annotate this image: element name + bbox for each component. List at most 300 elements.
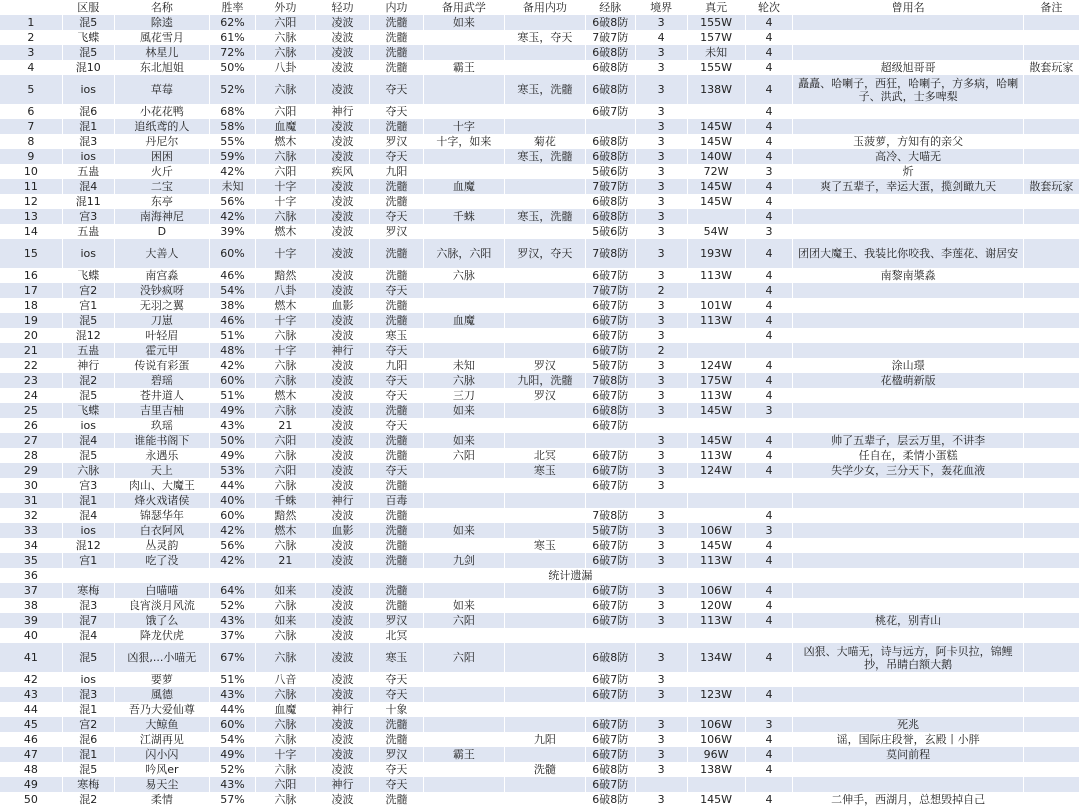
alt-martial-cell[interactable] xyxy=(423,732,504,747)
alt-martial-cell[interactable]: 六阳 xyxy=(423,613,504,628)
winrate-cell[interactable]: 57% xyxy=(210,792,256,807)
outer-skill-cell[interactable]: 六脉 xyxy=(255,598,315,613)
meridian-cell[interactable]: 6破8防 xyxy=(585,45,635,60)
merged-note-cell[interactable]: 统计遗漏 xyxy=(62,568,1079,583)
light-skill-cell[interactable]: 凌波 xyxy=(315,373,369,388)
alt-inner-cell[interactable]: 北冥 xyxy=(504,448,585,463)
aliases-cell[interactable] xyxy=(793,298,1023,313)
zhenyuan-cell[interactable]: 145W xyxy=(687,433,745,448)
round-cell[interactable]: 4 xyxy=(745,149,793,164)
row-number-cell[interactable]: 48 xyxy=(0,762,62,777)
inner-skill-cell[interactable]: 夺天 xyxy=(369,687,423,702)
outer-skill-cell[interactable]: 六脉 xyxy=(255,762,315,777)
meridian-cell[interactable]: 6破8防 xyxy=(585,792,635,807)
light-skill-cell[interactable]: 凌波 xyxy=(315,60,369,75)
winrate-cell[interactable]: 51% xyxy=(210,328,256,343)
name-cell[interactable]: 烽火戏诸侯 xyxy=(114,493,209,508)
note-cell[interactable] xyxy=(1023,478,1079,493)
realm-cell[interactable]: 3 xyxy=(635,732,687,747)
meridian-cell[interactable]: 7破8防 xyxy=(585,508,635,523)
inner-skill-cell[interactable]: 洗髓 xyxy=(369,194,423,209)
aliases-cell[interactable] xyxy=(793,343,1023,358)
light-skill-cell[interactable]: 凌波 xyxy=(315,283,369,298)
row-number-cell[interactable]: 9 xyxy=(0,149,62,164)
note-cell[interactable] xyxy=(1023,553,1079,568)
round-cell[interactable]: 4 xyxy=(745,373,793,388)
winrate-cell[interactable]: 64% xyxy=(210,583,256,598)
winrate-cell[interactable]: 49% xyxy=(210,403,256,418)
note-cell[interactable] xyxy=(1023,762,1079,777)
row-number-cell[interactable]: 42 xyxy=(0,672,62,687)
winrate-cell[interactable]: 60% xyxy=(210,508,256,523)
realm-cell[interactable]: 3 xyxy=(635,60,687,75)
alt-martial-cell[interactable] xyxy=(423,30,504,45)
meridian-cell[interactable]: 6破7防 xyxy=(585,732,635,747)
name-cell[interactable]: 吉里吉柚 xyxy=(114,403,209,418)
aliases-cell[interactable] xyxy=(793,119,1023,134)
inner-skill-cell[interactable]: 洗髓 xyxy=(369,717,423,732)
realm-cell[interactable]: 3 xyxy=(635,134,687,149)
light-skill-cell[interactable]: 凌波 xyxy=(315,30,369,45)
alt-inner-cell[interactable] xyxy=(504,418,585,433)
server-cell[interactable]: 宫1 xyxy=(62,298,114,313)
aliases-cell[interactable]: 谣，国际庄段誉，玄殿丨小胖 xyxy=(793,732,1023,747)
meridian-cell[interactable]: 6破7防 xyxy=(585,717,635,732)
round-cell[interactable]: 4 xyxy=(745,298,793,313)
zhenyuan-cell[interactable]: 120W xyxy=(687,598,745,613)
name-cell[interactable]: 草莓 xyxy=(114,75,209,104)
note-cell[interactable] xyxy=(1023,687,1079,702)
alt-martial-cell[interactable]: 霸王 xyxy=(423,60,504,75)
server-cell[interactable]: 宫3 xyxy=(62,478,114,493)
alt-martial-cell[interactable]: 如来 xyxy=(423,433,504,448)
alt-inner-cell[interactable] xyxy=(504,104,585,119)
alt-martial-cell[interactable] xyxy=(423,478,504,493)
round-cell[interactable]: 4 xyxy=(745,598,793,613)
inner-skill-cell[interactable]: 洗髓 xyxy=(369,792,423,807)
realm-cell[interactable]: 3 xyxy=(635,268,687,283)
aliases-cell[interactable]: 玉菠萝，方知有的亲父 xyxy=(793,134,1023,149)
round-cell[interactable]: 3 xyxy=(745,224,793,239)
outer-skill-cell[interactable]: 六阳 xyxy=(255,104,315,119)
name-cell[interactable]: 南海神尼 xyxy=(114,209,209,224)
round-cell[interactable]: 3 xyxy=(745,164,793,179)
alt-inner-cell[interactable] xyxy=(504,60,585,75)
winrate-cell[interactable]: 43% xyxy=(210,418,256,433)
name-cell[interactable]: 大鲸鱼 xyxy=(114,717,209,732)
inner-skill-cell[interactable]: 洗髓 xyxy=(369,583,423,598)
inner-skill-cell[interactable]: 九阳 xyxy=(369,164,423,179)
alt-inner-cell[interactable]: 寒玉，洗髓 xyxy=(504,75,585,104)
light-skill-cell[interactable]: 凌波 xyxy=(315,149,369,164)
server-cell[interactable]: 混3 xyxy=(62,598,114,613)
outer-skill-cell[interactable]: 六阳 xyxy=(255,15,315,30)
zhenyuan-cell[interactable]: 193W xyxy=(687,239,745,268)
alt-martial-cell[interactable]: 六阳 xyxy=(423,448,504,463)
row-number-cell[interactable]: 34 xyxy=(0,538,62,553)
header-cell[interactable]: 内功 xyxy=(369,0,423,15)
realm-cell[interactable]: 3 xyxy=(635,523,687,538)
alt-inner-cell[interactable] xyxy=(504,313,585,328)
name-cell[interactable]: 饿了么 xyxy=(114,613,209,628)
aliases-cell[interactable] xyxy=(793,418,1023,433)
server-cell[interactable]: 五蛊 xyxy=(62,224,114,239)
alt-inner-cell[interactable] xyxy=(504,613,585,628)
zhenyuan-cell[interactable]: 157W xyxy=(687,30,745,45)
round-cell[interactable]: 4 xyxy=(745,553,793,568)
winrate-cell[interactable]: 67% xyxy=(210,643,256,672)
light-skill-cell[interactable]: 凌波 xyxy=(315,747,369,762)
winrate-cell[interactable]: 52% xyxy=(210,75,256,104)
winrate-cell[interactable]: 52% xyxy=(210,762,256,777)
round-cell[interactable]: 4 xyxy=(745,179,793,194)
round-cell[interactable] xyxy=(745,418,793,433)
round-cell[interactable]: 3 xyxy=(745,523,793,538)
name-cell[interactable]: 玖瑶 xyxy=(114,418,209,433)
header-cell[interactable]: 经脉 xyxy=(585,0,635,15)
realm-cell[interactable]: 3 xyxy=(635,598,687,613)
light-skill-cell[interactable]: 凌波 xyxy=(315,45,369,60)
aliases-cell[interactable] xyxy=(793,762,1023,777)
row-number-cell[interactable]: 28 xyxy=(0,448,62,463)
alt-inner-cell[interactable] xyxy=(504,298,585,313)
inner-skill-cell[interactable]: 洗髓 xyxy=(369,30,423,45)
winrate-cell[interactable]: 44% xyxy=(210,702,256,717)
server-cell[interactable]: 混11 xyxy=(62,194,114,209)
realm-cell[interactable] xyxy=(635,493,687,508)
aliases-cell[interactable] xyxy=(793,194,1023,209)
row-number-cell[interactable]: 21 xyxy=(0,343,62,358)
realm-cell[interactable]: 3 xyxy=(635,179,687,194)
note-cell[interactable] xyxy=(1023,747,1079,762)
meridian-cell[interactable]: 6破8防 xyxy=(585,403,635,418)
winrate-cell[interactable]: 42% xyxy=(210,358,256,373)
winrate-cell[interactable]: 51% xyxy=(210,388,256,403)
server-cell[interactable]: 混6 xyxy=(62,104,114,119)
round-cell[interactable]: 4 xyxy=(745,119,793,134)
name-cell[interactable]: 要萝 xyxy=(114,672,209,687)
inner-skill-cell[interactable]: 洗髓 xyxy=(369,60,423,75)
realm-cell[interactable]: 3 xyxy=(635,478,687,493)
aliases-cell[interactable]: 凶狠、大喵无，诗与远方，阿卡贝拉，锦鲤抄，吊睛白额大鹅 xyxy=(793,643,1023,672)
light-skill-cell[interactable]: 凌波 xyxy=(315,628,369,643)
winrate-cell[interactable]: 60% xyxy=(210,717,256,732)
alt-inner-cell[interactable] xyxy=(504,194,585,209)
light-skill-cell[interactable]: 凌波 xyxy=(315,538,369,553)
alt-martial-cell[interactable]: 如来 xyxy=(423,15,504,30)
winrate-cell[interactable]: 60% xyxy=(210,373,256,388)
zhenyuan-cell[interactable]: 106W xyxy=(687,717,745,732)
note-cell[interactable]: 散套玩家 xyxy=(1023,60,1079,75)
round-cell[interactable]: 3 xyxy=(745,403,793,418)
outer-skill-cell[interactable]: 八卦 xyxy=(255,60,315,75)
realm-cell[interactable]: 3 xyxy=(635,104,687,119)
winrate-cell[interactable]: 50% xyxy=(210,60,256,75)
note-cell[interactable] xyxy=(1023,194,1079,209)
realm-cell[interactable]: 3 xyxy=(635,403,687,418)
light-skill-cell[interactable]: 凌波 xyxy=(315,224,369,239)
meridian-cell[interactable]: 6破8防 xyxy=(585,209,635,224)
light-skill-cell[interactable]: 神行 xyxy=(315,777,369,792)
outer-skill-cell[interactable]: 黯然 xyxy=(255,508,315,523)
alt-inner-cell[interactable] xyxy=(504,643,585,672)
realm-cell[interactable]: 3 xyxy=(635,75,687,104)
aliases-cell[interactable]: 二伸手，西湖月，总想毁掉自己 xyxy=(793,792,1023,807)
meridian-cell[interactable]: 5破7防 xyxy=(585,523,635,538)
row-number-cell[interactable]: 33 xyxy=(0,523,62,538)
outer-skill-cell[interactable]: 十字 xyxy=(255,179,315,194)
alt-inner-cell[interactable] xyxy=(504,777,585,792)
aliases-cell[interactable] xyxy=(793,583,1023,598)
header-cell[interactable]: 备用武学 xyxy=(423,0,504,15)
name-cell[interactable]: 南宫淼 xyxy=(114,268,209,283)
aliases-cell[interactable] xyxy=(793,538,1023,553)
realm-cell[interactable]: 3 xyxy=(635,717,687,732)
server-cell[interactable]: 混3 xyxy=(62,687,114,702)
zhenyuan-cell[interactable]: 138W xyxy=(687,762,745,777)
name-cell[interactable]: 困困 xyxy=(114,149,209,164)
outer-skill-cell[interactable]: 六脉 xyxy=(255,478,315,493)
row-number-cell[interactable]: 22 xyxy=(0,358,62,373)
row-number-cell[interactable]: 4 xyxy=(0,60,62,75)
row-number-cell[interactable]: 7 xyxy=(0,119,62,134)
realm-cell[interactable]: 3 xyxy=(635,538,687,553)
aliases-cell[interactable] xyxy=(793,313,1023,328)
name-cell[interactable]: 传说有彩蛋 xyxy=(114,358,209,373)
light-skill-cell[interactable]: 凌波 xyxy=(315,134,369,149)
note-cell[interactable] xyxy=(1023,75,1079,104)
realm-cell[interactable]: 3 xyxy=(635,373,687,388)
alt-martial-cell[interactable] xyxy=(423,343,504,358)
header-cell[interactable]: 备注 xyxy=(1023,0,1079,15)
inner-skill-cell[interactable]: 洗髓 xyxy=(369,523,423,538)
outer-skill-cell[interactable]: 六脉 xyxy=(255,538,315,553)
zhenyuan-cell[interactable]: 145W xyxy=(687,403,745,418)
winrate-cell[interactable]: 42% xyxy=(210,209,256,224)
name-cell[interactable]: 肉山、大魔王 xyxy=(114,478,209,493)
note-cell[interactable]: 散套玩家 xyxy=(1023,179,1079,194)
meridian-cell[interactable]: 6破8防 xyxy=(585,643,635,672)
alt-martial-cell[interactable] xyxy=(423,717,504,732)
alt-martial-cell[interactable] xyxy=(423,164,504,179)
alt-inner-cell[interactable] xyxy=(504,15,585,30)
outer-skill-cell[interactable]: 黯然 xyxy=(255,268,315,283)
row-number-cell[interactable]: 35 xyxy=(0,553,62,568)
row-number-cell[interactable]: 16 xyxy=(0,268,62,283)
inner-skill-cell[interactable]: 寒玉 xyxy=(369,643,423,672)
winrate-cell[interactable]: 55% xyxy=(210,134,256,149)
server-cell[interactable]: 混5 xyxy=(62,45,114,60)
header-cell[interactable]: 轮次 xyxy=(745,0,793,15)
server-cell[interactable]: 六脉 xyxy=(62,463,114,478)
inner-skill-cell[interactable]: 洗髓 xyxy=(369,538,423,553)
zhenyuan-cell[interactable] xyxy=(687,283,745,298)
note-cell[interactable] xyxy=(1023,672,1079,687)
name-cell[interactable]: 东亭 xyxy=(114,194,209,209)
light-skill-cell[interactable]: 凌波 xyxy=(315,388,369,403)
meridian-cell[interactable]: 6破7防 xyxy=(585,298,635,313)
zhenyuan-cell[interactable] xyxy=(687,209,745,224)
alt-martial-cell[interactable]: 十字 xyxy=(423,119,504,134)
winrate-cell[interactable]: 62% xyxy=(210,15,256,30)
note-cell[interactable] xyxy=(1023,373,1079,388)
inner-skill-cell[interactable]: 洗髓 xyxy=(369,433,423,448)
alt-martial-cell[interactable] xyxy=(423,583,504,598)
zhenyuan-cell[interactable]: 106W xyxy=(687,583,745,598)
light-skill-cell[interactable]: 凌波 xyxy=(315,792,369,807)
zhenyuan-cell[interactable]: 72W xyxy=(687,164,745,179)
winrate-cell[interactable]: 43% xyxy=(210,777,256,792)
inner-skill-cell[interactable]: 十象 xyxy=(369,702,423,717)
server-cell[interactable]: ios xyxy=(62,672,114,687)
round-cell[interactable] xyxy=(745,493,793,508)
row-number-cell[interactable]: 45 xyxy=(0,717,62,732)
alt-martial-cell[interactable] xyxy=(423,672,504,687)
alt-inner-cell[interactable]: 九阳 xyxy=(504,732,585,747)
outer-skill-cell[interactable]: 十字 xyxy=(255,313,315,328)
note-cell[interactable] xyxy=(1023,268,1079,283)
note-cell[interactable] xyxy=(1023,164,1079,179)
meridian-cell[interactable]: 6破7防 xyxy=(585,777,635,792)
aliases-cell[interactable] xyxy=(793,15,1023,30)
note-cell[interactable] xyxy=(1023,45,1079,60)
light-skill-cell[interactable]: 神行 xyxy=(315,343,369,358)
inner-skill-cell[interactable]: 洗髓 xyxy=(369,598,423,613)
meridian-cell[interactable] xyxy=(585,493,635,508)
alt-martial-cell[interactable] xyxy=(423,508,504,523)
winrate-cell[interactable]: 51% xyxy=(210,672,256,687)
round-cell[interactable]: 4 xyxy=(745,209,793,224)
realm-cell[interactable]: 3 xyxy=(635,463,687,478)
alt-martial-cell[interactable]: 三刀 xyxy=(423,388,504,403)
note-cell[interactable] xyxy=(1023,523,1079,538)
meridian-cell[interactable]: 6破7防 xyxy=(585,313,635,328)
round-cell[interactable] xyxy=(745,777,793,792)
alt-inner-cell[interactable] xyxy=(504,45,585,60)
row-number-cell[interactable]: 15 xyxy=(0,239,62,268)
winrate-cell[interactable]: 54% xyxy=(210,283,256,298)
round-cell[interactable]: 4 xyxy=(745,792,793,807)
aliases-cell[interactable]: 炘 xyxy=(793,164,1023,179)
winrate-cell[interactable]: 46% xyxy=(210,313,256,328)
zhenyuan-cell[interactable]: 155W xyxy=(687,60,745,75)
server-cell[interactable]: 混5 xyxy=(62,448,114,463)
outer-skill-cell[interactable]: 千蛛 xyxy=(255,493,315,508)
alt-martial-cell[interactable]: 如来 xyxy=(423,598,504,613)
meridian-cell[interactable]: 6破8防 xyxy=(585,15,635,30)
server-cell[interactable]: 混1 xyxy=(62,119,114,134)
name-cell[interactable]: 无羽之翼 xyxy=(114,298,209,313)
name-cell[interactable]: 锦瑟华年 xyxy=(114,508,209,523)
server-cell[interactable]: 混5 xyxy=(62,643,114,672)
inner-skill-cell[interactable]: 洗髓 xyxy=(369,15,423,30)
server-cell[interactable]: 混12 xyxy=(62,538,114,553)
zhenyuan-cell[interactable] xyxy=(687,478,745,493)
aliases-cell[interactable]: 死兆 xyxy=(793,717,1023,732)
server-cell[interactable]: 五蛊 xyxy=(62,164,114,179)
alt-martial-cell[interactable] xyxy=(423,224,504,239)
row-number-cell[interactable]: 2 xyxy=(0,30,62,45)
name-cell[interactable]: D xyxy=(114,224,209,239)
server-cell[interactable]: ios xyxy=(62,239,114,268)
meridian-cell[interactable]: 6破7防 xyxy=(585,672,635,687)
row-number-cell[interactable]: 47 xyxy=(0,747,62,762)
round-cell[interactable]: 4 xyxy=(745,508,793,523)
note-cell[interactable] xyxy=(1023,508,1079,523)
outer-skill-cell[interactable]: 如来 xyxy=(255,613,315,628)
realm-cell[interactable] xyxy=(635,702,687,717)
round-cell[interactable] xyxy=(745,478,793,493)
alt-martial-cell[interactable]: 霸王 xyxy=(423,747,504,762)
alt-martial-cell[interactable]: 血魔 xyxy=(423,313,504,328)
winrate-cell[interactable]: 43% xyxy=(210,613,256,628)
alt-inner-cell[interactable]: 罗汉，夺天 xyxy=(504,239,585,268)
meridian-cell[interactable]: 6破7防 xyxy=(585,448,635,463)
aliases-cell[interactable] xyxy=(793,508,1023,523)
name-cell[interactable]: 永遇乐 xyxy=(114,448,209,463)
outer-skill-cell[interactable]: 六脉 xyxy=(255,45,315,60)
realm-cell[interactable]: 2 xyxy=(635,283,687,298)
alt-inner-cell[interactable] xyxy=(504,119,585,134)
alt-martial-cell[interactable] xyxy=(423,194,504,209)
outer-skill-cell[interactable]: 21 xyxy=(255,418,315,433)
alt-martial-cell[interactable]: 血魔 xyxy=(423,179,504,194)
meridian-cell[interactable] xyxy=(585,628,635,643)
aliases-cell[interactable] xyxy=(793,224,1023,239)
server-cell[interactable]: ios xyxy=(62,418,114,433)
name-cell[interactable]: 没钞疯呀 xyxy=(114,283,209,298)
inner-skill-cell[interactable]: 洗髓 xyxy=(369,298,423,313)
alt-inner-cell[interactable] xyxy=(504,598,585,613)
name-cell[interactable]: 刀崽 xyxy=(114,313,209,328)
aliases-cell[interactable]: 涂山璟 xyxy=(793,358,1023,373)
zhenyuan-cell[interactable]: 145W xyxy=(687,538,745,553)
realm-cell[interactable]: 3 xyxy=(635,328,687,343)
round-cell[interactable]: 4 xyxy=(745,30,793,45)
zhenyuan-cell[interactable]: 138W xyxy=(687,75,745,104)
winrate-cell[interactable]: 40% xyxy=(210,493,256,508)
zhenyuan-cell[interactable]: 113W xyxy=(687,313,745,328)
zhenyuan-cell[interactable] xyxy=(687,628,745,643)
realm-cell[interactable]: 4 xyxy=(635,30,687,45)
header-cell[interactable]: 区服 xyxy=(62,0,114,15)
alt-martial-cell[interactable]: 六脉，六阳 xyxy=(423,239,504,268)
meridian-cell[interactable] xyxy=(585,702,635,717)
server-cell[interactable]: 寒梅 xyxy=(62,583,114,598)
round-cell[interactable]: 4 xyxy=(745,134,793,149)
outer-skill-cell[interactable]: 六脉 xyxy=(255,732,315,747)
header-cell[interactable]: 名称 xyxy=(114,0,209,15)
meridian-cell[interactable]: 6破7防 xyxy=(585,104,635,119)
outer-skill-cell[interactable]: 六脉 xyxy=(255,687,315,702)
alt-martial-cell[interactable] xyxy=(423,45,504,60)
server-cell[interactable]: ios xyxy=(62,523,114,538)
alt-martial-cell[interactable] xyxy=(423,283,504,298)
winrate-cell[interactable]: 44% xyxy=(210,478,256,493)
realm-cell[interactable]: 3 xyxy=(635,792,687,807)
name-cell[interactable]: 苍井道人 xyxy=(114,388,209,403)
server-cell[interactable]: 混1 xyxy=(62,702,114,717)
inner-skill-cell[interactable]: 夺天 xyxy=(369,343,423,358)
winrate-cell[interactable]: 52% xyxy=(210,598,256,613)
round-cell[interactable]: 3 xyxy=(745,717,793,732)
realm-cell[interactable] xyxy=(635,628,687,643)
realm-cell[interactable]: 3 xyxy=(635,747,687,762)
light-skill-cell[interactable]: 神行 xyxy=(315,702,369,717)
outer-skill-cell[interactable]: 六脉 xyxy=(255,149,315,164)
zhenyuan-cell[interactable]: 113W xyxy=(687,553,745,568)
winrate-cell[interactable]: 59% xyxy=(210,149,256,164)
